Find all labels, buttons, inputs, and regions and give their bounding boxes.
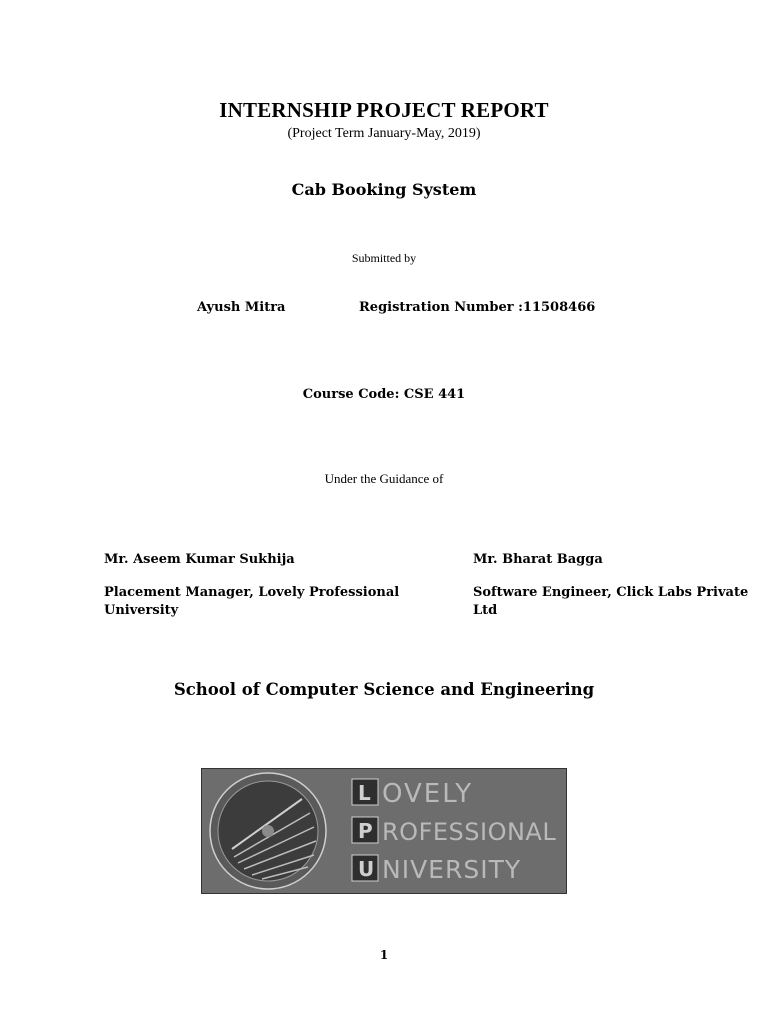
university-logo-graphic (202, 769, 566, 893)
school-name: School of Computer Science and Engineering (173, 680, 595, 699)
project-term: (Project Term January-May, 2019) (287, 126, 481, 141)
logo-word-1: OVELY (382, 779, 474, 809)
guidance-label: Under the Guidance of (324, 471, 444, 486)
logo-initial-3: U (358, 857, 375, 881)
guide-2-role: Software Engineer, Click Labs Private Ltd (473, 585, 749, 618)
university-logo (201, 768, 567, 894)
report-title: INTERNSHIP PROJECT REPORT (219, 98, 549, 122)
university-emblem-icon (210, 773, 326, 889)
page-number: 1 (379, 948, 389, 962)
registration-number: Registration Number :11508466 (359, 300, 596, 315)
guide-2-name: Mr. Bharat Bagga (473, 552, 603, 567)
logo-initial-2: P (358, 819, 373, 843)
student-name: Ayush Mitra (197, 300, 286, 315)
guide-1-name: Mr. Aseem Kumar Sukhija (104, 552, 295, 567)
logo-word-3: NIVERSITY (382, 855, 522, 884)
logo-initial-1: L (358, 781, 371, 805)
guide-1-role: Placement Manager, Lovely Professional University (104, 585, 400, 618)
logo-word-2: ROFESSIONAL (382, 818, 557, 846)
course-code: Course Code: CSE 441 (302, 387, 466, 402)
submitted-by-label: Submitted by (351, 251, 417, 265)
project-title: Cab Booking System (291, 180, 477, 199)
